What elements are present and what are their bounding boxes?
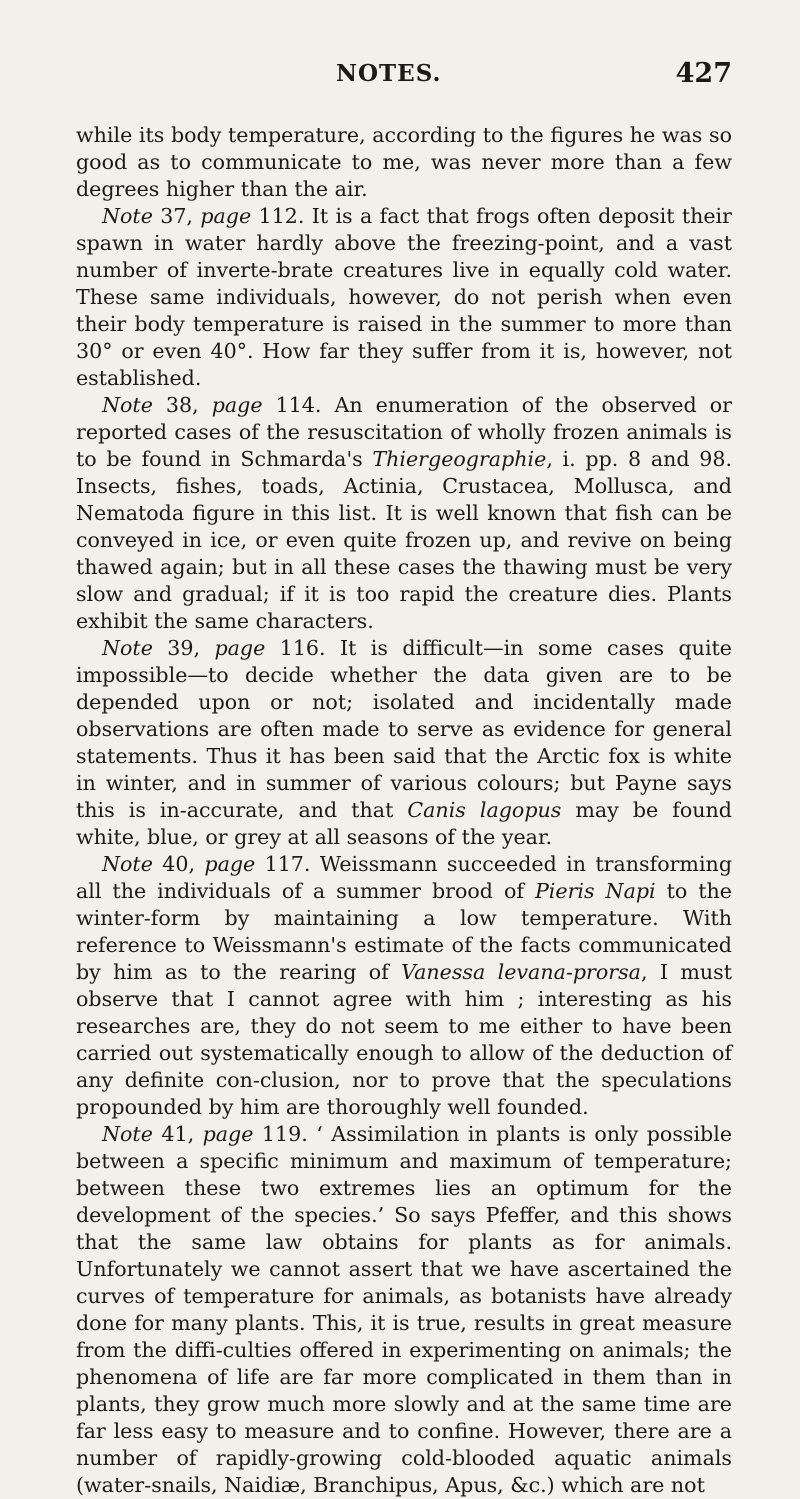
italic-text: page xyxy=(214,636,266,660)
text-run: , i. pp. 8 and 98. Insects, fishes, toads, Actinia, Crustacea, Mollusca, and Nematoda figure in this list. It is well known that fish can be conveyed in ice, or even quite frozen up, and revive on being thawed again; but in all these cases the thawing must be very slow and gradual; if it is too rapid the creature dies. Plants exhibit the same characters. xyxy=(76,447,732,633)
text-run: may be found white, blue, or grey at all seasons of the year. xyxy=(76,798,732,849)
italic-text: Canis lagopus xyxy=(407,798,562,822)
italic-text: Note xyxy=(102,204,153,228)
text-run: 116. It is difficult—in some cases quite impossible—to decide whether the data given are to be depended upon or not; isolated and incidentally made observations are often made to serve as evidence for general statements. Thus it has been said that the Arctic fox is white in winter, and in summer of various colours; but Payne says this is in-accurate, and that xyxy=(76,636,732,822)
page-header xyxy=(76,60,732,100)
text-run: while its body temperature, according to the figures he was so good as to communicate to me, was never more than a few degrees higher than the air. xyxy=(76,123,732,201)
body-text xyxy=(76,122,732,1499)
text-run: 38, xyxy=(152,393,212,417)
note-paragraph xyxy=(76,851,732,1121)
continued-paragraph xyxy=(76,122,732,203)
note-paragraph xyxy=(76,635,732,851)
italic-text: page xyxy=(200,204,252,228)
running-head: NOTES. xyxy=(336,60,442,87)
text-run: 40, xyxy=(152,852,205,876)
text-run: , I must observe that I cannot agree with him ; interesting as his researches are, they do not seem to me either to have been carried out systematically enough to allow of the deduction of any definite con-clusion, nor to prove that the speculations propounded by him are thoroughly well founded. xyxy=(76,960,732,1119)
text-run: 41, xyxy=(152,1122,203,1146)
italic-text: Note xyxy=(102,852,153,876)
italic-text: Pieris Napi xyxy=(534,879,656,903)
italic-text: page xyxy=(202,1122,254,1146)
italic-text: page xyxy=(211,393,263,417)
italic-text: Note xyxy=(102,393,153,417)
text-run: 37, xyxy=(152,204,201,228)
text-run: 117. Weissmann succeeded in transforming all the individuals of a summer brood of xyxy=(76,852,732,903)
text-run: 39, xyxy=(152,636,215,660)
text-run: 114. An enumeration of the observed or reported cases of the resuscitation of wholly frozen animals is to be found in Schmarda's xyxy=(76,393,732,471)
note-paragraph xyxy=(76,203,732,392)
page-number: 427 xyxy=(675,58,732,89)
italic-text: Thiergeographie xyxy=(372,447,547,471)
note-paragraph xyxy=(76,1121,732,1499)
italic-text: page xyxy=(204,852,256,876)
italic-text: Note xyxy=(102,1122,153,1146)
italic-text: Note xyxy=(102,636,153,660)
text-run: 112. It is a fact that frogs often deposit their spawn in water hardly above the freezing-point, and a vast number of inverte-brate creatures live in equally cold water. These same individuals, however, do not perish when even their body temperature is raised in the summer to more than 30° or even 40°. How far they suffer from it is, however, not established. xyxy=(76,204,732,390)
text-run: to the winter-form by maintaining a low temperature. With reference to Weissmann's estimate of the facts communicated by him as to the rearing of xyxy=(76,879,732,984)
italic-text: Vanessa levana-prorsa xyxy=(401,960,641,984)
note-paragraph xyxy=(76,392,732,635)
text-run: 119. ‘ Assimilation in plants is only possible between a specific minimum and maximum of temperature; between these two extremes lies an optimum for the development of the species.’ So says Pfeffer, and this shows that the same law obtains for plants as for animals. Unfortunately we cannot assert that we have ascertained the curves of temperature for animals, as botanists have already done for many plants. This, it is true, results in great measure from the diffi-culties offered in experimenting on animals; the phenomena of life are far more complicated in them than in plants, they grow much more slowly and at the same time are far less easy to measure and to confine. However, there are a number of rapidly-growing cold-blooded aquatic animals (water-snails, Naidiæ, Branchipus, Apus, &c.) which are not xyxy=(76,1122,733,1497)
